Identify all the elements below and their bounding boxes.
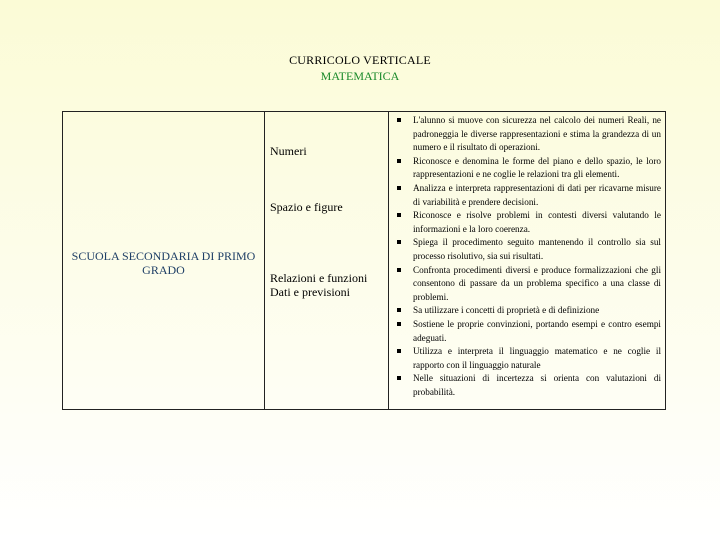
goal-text: Spiega il procedimento seguito mantenendo il controllo sia sul processo risolutivo, sia sui risultati. bbox=[413, 237, 661, 261]
goal-item bbox=[403, 236, 663, 263]
school-level: SCUOLA SECONDARIA DI PRIMO GRADO bbox=[71, 249, 256, 277]
school-column bbox=[63, 112, 265, 409]
goal-item bbox=[403, 345, 663, 372]
goal-item bbox=[403, 182, 663, 209]
areas-column bbox=[265, 112, 389, 409]
square-bullet-icon bbox=[397, 240, 401, 244]
area-space: Spazio e figure bbox=[270, 200, 343, 214]
square-bullet-icon bbox=[397, 349, 401, 353]
goal-item bbox=[403, 264, 663, 305]
goal-text: Sa utilizzare i concetti di proprietà e di definizione bbox=[413, 305, 600, 316]
goal-item bbox=[403, 372, 663, 399]
goal-text: Sostiene le proprie convinzioni, portando esempi e contro esempi adeguati. bbox=[413, 318, 661, 343]
goals-column bbox=[389, 112, 665, 409]
goal-text: Confronta procedimenti diversi e produce formalizzazioni che gli consentono di passare da un problema specifico a una classe di problemi. bbox=[413, 264, 661, 302]
square-bullet-icon bbox=[397, 268, 401, 272]
square-bullet-icon bbox=[397, 159, 401, 163]
curriculum-table bbox=[62, 111, 666, 410]
square-bullet-icon bbox=[397, 118, 401, 122]
goal-item bbox=[403, 318, 663, 345]
area-relations-data bbox=[270, 271, 367, 299]
goal-text: Analizza e interpreta rappresentazioni di dati per ricavarne misure di variabilità e prendere decisioni. bbox=[413, 182, 661, 207]
page-title: CURRICOLO VERTICALE bbox=[289, 53, 431, 67]
goal-item bbox=[403, 114, 663, 155]
goal-text: Riconosce e risolve problemi in contesti diversi valutando le informazioni e la loro coerenza. bbox=[413, 210, 661, 234]
goal-text: Nelle situazioni di incertezza si orienta con valutazioni di probabilità. bbox=[413, 373, 661, 397]
goals-list bbox=[389, 112, 665, 399]
goal-text: Riconosce e denomina le forme del piano e dello spazio, le loro rappresentazioni e ne coglie le relazioni tra gli elementi. bbox=[413, 155, 661, 180]
goal-item bbox=[403, 209, 663, 236]
square-bullet-icon bbox=[397, 308, 401, 312]
page-subtitle: MATEMATICA bbox=[320, 69, 400, 83]
area-numbers: Numeri bbox=[270, 144, 307, 158]
area-data: Dati e previsioni bbox=[270, 285, 350, 299]
goal-text: Utilizza e interpreta il linguaggio matematico e ne coglie il rapporto con il linguaggio naturale bbox=[413, 346, 661, 370]
goal-text: L'alunno si muove con sicurezza nel calcolo dei numeri Reali, ne padroneggia le diverse rappresentazioni e stima la grandezza di un numero e il risultato di operazioni. bbox=[413, 115, 661, 153]
title-block bbox=[0, 53, 720, 84]
goal-item bbox=[403, 155, 663, 182]
square-bullet-icon bbox=[397, 322, 401, 326]
square-bullet-icon bbox=[397, 186, 401, 190]
goal-item bbox=[403, 304, 663, 318]
area-relations: Relazioni e funzioni bbox=[270, 271, 368, 285]
square-bullet-icon bbox=[397, 213, 401, 217]
square-bullet-icon bbox=[397, 376, 401, 380]
